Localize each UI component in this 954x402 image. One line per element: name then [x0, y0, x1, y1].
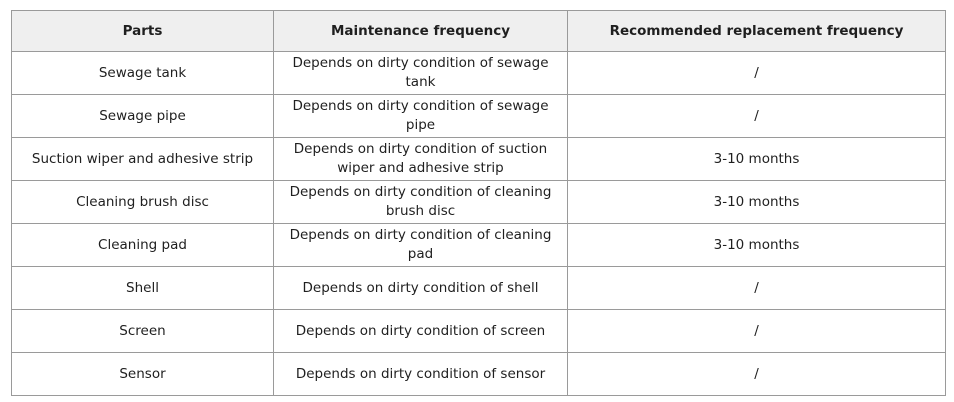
header-maintenance-frequency: Maintenance frequency — [274, 11, 568, 52]
cell-maintenance: Depends on dirty condition of sensor — [274, 353, 568, 396]
cell-part: Cleaning pad — [12, 224, 274, 267]
table-row — [12, 353, 946, 396]
cell-maintenance: Depends on dirty condition of sewage tank — [274, 52, 568, 95]
table-row — [12, 310, 946, 353]
cell-replacement: / — [568, 310, 946, 353]
cell-part: Screen — [12, 310, 274, 353]
header-replacement-frequency: Recommended replacement frequency — [568, 11, 946, 52]
cell-maintenance: Depends on dirty condition of suction wiper and adhesive strip — [274, 138, 568, 181]
table-row — [12, 138, 946, 181]
cell-replacement: / — [568, 95, 946, 138]
cell-part: Shell — [12, 267, 274, 310]
cell-part: Suction wiper and adhesive strip — [12, 138, 274, 181]
cell-maintenance: Depends on dirty condition of shell — [274, 267, 568, 310]
table-body — [12, 52, 946, 396]
cell-maintenance: Depends on dirty condition of sewage pipe — [274, 95, 568, 138]
cell-part: Sewage tank — [12, 52, 274, 95]
cell-replacement: / — [568, 353, 946, 396]
cell-replacement: 3-10 months — [568, 224, 946, 267]
table-row — [12, 95, 946, 138]
cell-replacement: 3-10 months — [568, 181, 946, 224]
cell-replacement: / — [568, 52, 946, 95]
maintenance-table — [11, 10, 946, 396]
cell-replacement: / — [568, 267, 946, 310]
table-row — [12, 181, 946, 224]
cell-part: Cleaning brush disc — [12, 181, 274, 224]
table-row — [12, 267, 946, 310]
cell-maintenance: Depends on dirty condition of cleaning brush disc — [274, 181, 568, 224]
cell-maintenance: Depends on dirty condition of cleaning pad — [274, 224, 568, 267]
table-header — [12, 11, 946, 52]
cell-part: Sewage pipe — [12, 95, 274, 138]
header-row — [12, 11, 946, 52]
cell-maintenance: Depends on dirty condition of screen — [274, 310, 568, 353]
table-row — [12, 52, 946, 95]
cell-part: Sensor — [12, 353, 274, 396]
cell-replacement: 3-10 months — [568, 138, 946, 181]
header-parts: Parts — [12, 11, 274, 52]
table-row — [12, 224, 946, 267]
